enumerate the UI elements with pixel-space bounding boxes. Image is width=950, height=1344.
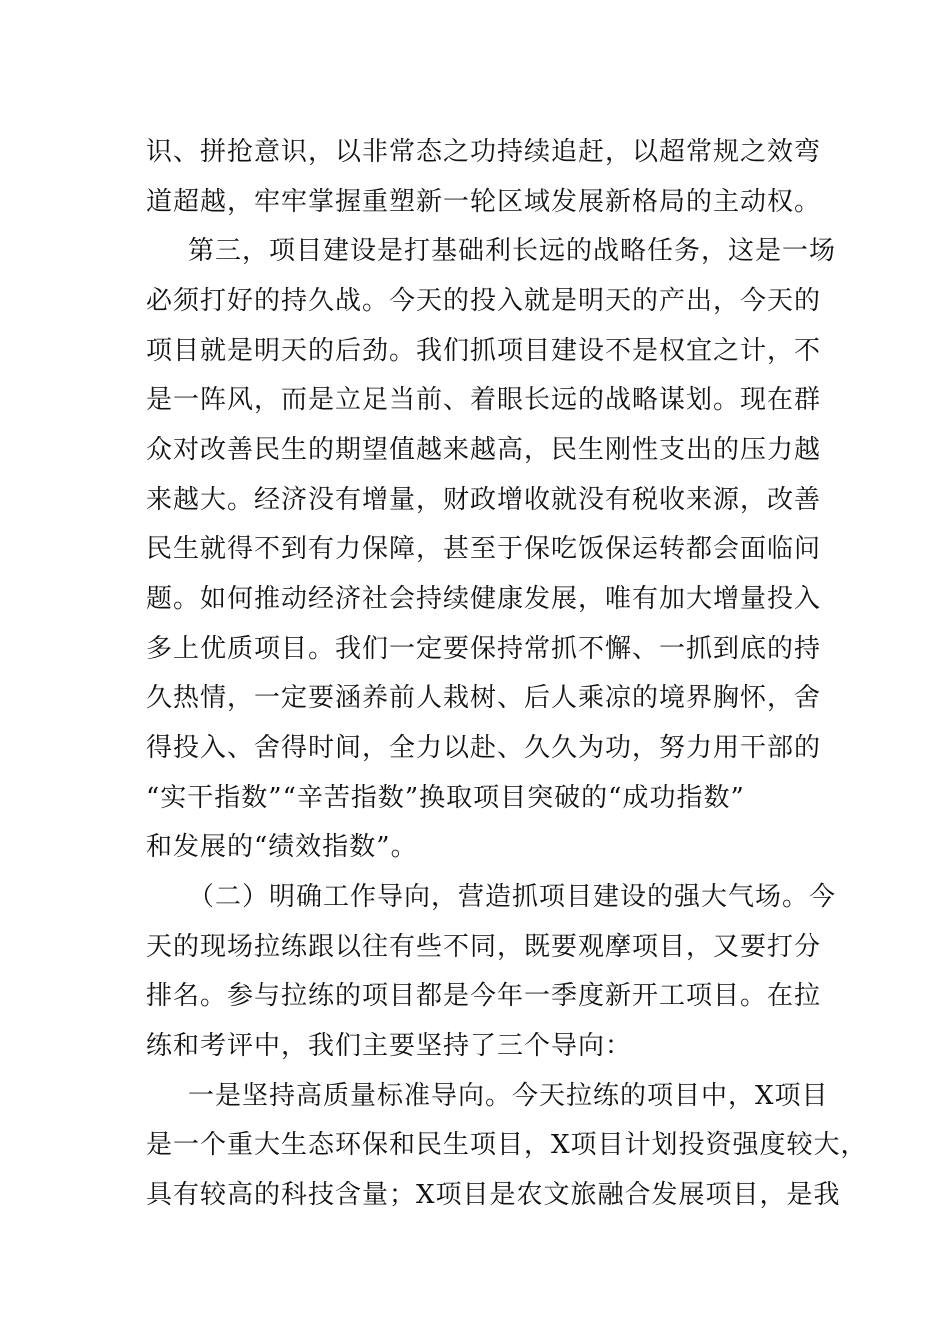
text-line: 练和考评中，我们主要坚持了三个导向： <box>146 1031 633 1061</box>
text-line: 第三，项目建设是打基础利长远的战略任务，这是一场 <box>188 236 837 266</box>
text-line: 久热情，一定要涵养前人栽树、后人乘凉的境界胸怀，舍 <box>146 683 822 713</box>
text-line: 和发展的“绩效指数”。 <box>146 832 418 862</box>
text-line: 民生就得不到有力保障，甚至于保吃饭保运转都会面临问 <box>146 534 822 564</box>
text-line: 是一阵风，而是立足当前、着眼长远的战略谋划。现在群 <box>146 385 822 415</box>
text-line: 一是坚持高质量标准导向。今天拉练的项目中，X项目 <box>188 1081 829 1111</box>
text-line: 项目就是明天的后劲。我们抓项目建设不是权宜之计，不 <box>146 336 822 366</box>
text-line: 识、拼抢意识，以非常态之功持续追赶，以超常规之效弯 <box>146 137 822 167</box>
text-line: 排名。参与拉练的项目都是今年一季度新开工项目。在拉 <box>146 981 822 1011</box>
text-line: 多上优质项目。我们一定要保持常抓不懈、一抓到底的持 <box>146 634 822 664</box>
text-line: 题。如何推动经济社会持续健康发展，唯有加大增量投入 <box>146 584 822 614</box>
text-line: 必须打好的持久战。今天的投入就是明天的产出，今天的 <box>146 286 822 316</box>
text-line: 天的现场拉练跟以往有些不同，既要观摩项目，又要打分 <box>146 932 822 962</box>
text-line: 来越大。经济没有增量，财政增收就没有税收来源，改善 <box>146 485 822 515</box>
text-line: 得投入、舍得时间，全力以赴、久久为功，努力用干部的 <box>146 733 822 763</box>
text-line: 道超越，牢牢掌握重塑新一轮区域发展新格局的主动权。 <box>146 187 822 217</box>
text-line: （二）明确工作导向，营造抓项目建设的强大气场。今 <box>188 882 837 912</box>
text-line: 是一个重大生态环保和民生项目，X项目计划投资强度较大， <box>146 1130 868 1160</box>
text-line: 具有较高的科技含量；X项目是农文旅融合发展项目，是我 <box>146 1180 841 1210</box>
text-line: “实干指数”“辛苦指数”换取项目突破的“成功指数” <box>146 783 745 813</box>
text-line: 众对改善民生的期望值越来越高，民生刚性支出的压力越 <box>146 435 822 465</box>
